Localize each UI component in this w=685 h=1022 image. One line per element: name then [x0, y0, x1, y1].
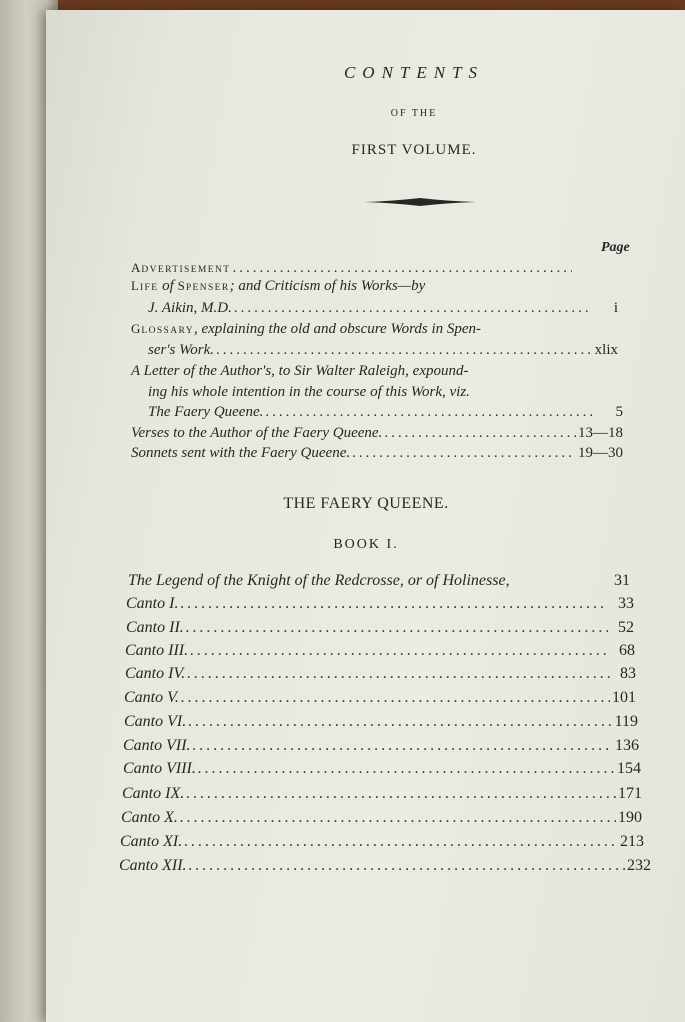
- leader-dots: [190, 642, 609, 660]
- page-column-label: Page: [601, 240, 630, 255]
- toc-entry-glossary-line1: GLOSSARY, explaining the old and obscure Words in Spen-: [131, 321, 482, 337]
- toc-entry-verses: Verses to the Author of the Faery Queene. ..... 13—18: [131, 425, 623, 442]
- page-title: CONTENTS: [343, 63, 485, 82]
- page-number: 19—30: [578, 445, 623, 461]
- page-number: xlix: [594, 342, 618, 358]
- leader-dots: [232, 260, 572, 277]
- subtitle-small: OF THE: [390, 108, 438, 119]
- toc-entry-canto: Canto III. ..... 68: [125, 642, 635, 660]
- toc-entry-canto: Canto VI. ..... 119: [124, 713, 638, 731]
- toc-entry-life-line2: J. Aikin, M.D. ..... i: [148, 300, 618, 317]
- leader-dots: [184, 833, 618, 851]
- leader-dots: [234, 300, 592, 317]
- leader-dots: [384, 425, 576, 442]
- leader-dots: [188, 713, 612, 731]
- toc-entry-canto: Canto XI. ..... 213: [120, 833, 644, 851]
- page-number: 13—18: [578, 425, 623, 441]
- leader-dots: [198, 760, 615, 778]
- toc-entry-canto: Canto II. ..... 52: [126, 619, 634, 637]
- toc-entry-canto: Canto IV. ..... 83: [125, 665, 636, 683]
- page-number: 33: [618, 595, 634, 612]
- leader-dots: [181, 689, 610, 707]
- leader-dots: [180, 809, 616, 827]
- page-number: 5: [615, 404, 623, 420]
- page-number: 119: [614, 713, 638, 730]
- book-heading: BOOK I.: [333, 537, 399, 552]
- toc-entry-life-line1: LIFE of SPENSER; and Criticism of his Works—by: [131, 278, 426, 294]
- toc-entry-sonnets: Sonnets sent with the Faery Queene. ..... 19—30: [131, 445, 623, 462]
- toc-entry-canto: Canto VII. ..... 136: [123, 737, 639, 755]
- toc-entry-letter-line3: The Faery Queene. ..... 5: [148, 404, 623, 421]
- page-number: 232: [627, 857, 651, 874]
- page-number: 136: [615, 737, 639, 754]
- toc-entry-canto: Canto VIII. ..... 154: [123, 760, 641, 778]
- toc-entry-advertisement: A DVERTISEMENT .....: [131, 260, 574, 277]
- leader-dots: [193, 737, 613, 755]
- page-number: 213: [620, 833, 644, 850]
- section-heading: THE FAERY QUEENE.: [283, 495, 449, 512]
- page-number: 101: [612, 689, 636, 706]
- page-number: 190: [618, 809, 642, 826]
- page-number: 83: [620, 665, 636, 682]
- toc-entry-canto: Canto I. ..... 33: [126, 595, 634, 613]
- book-page: [46, 10, 685, 1022]
- page-number: 171: [618, 785, 642, 802]
- toc-entry-canto: Canto V. ..... 101: [124, 689, 636, 707]
- leader-dots: [186, 785, 616, 803]
- page-number: 68: [619, 642, 635, 659]
- leader-dots: [189, 857, 625, 875]
- leader-dots: [352, 445, 576, 462]
- volume-subtitle: FIRST VOLUME.: [351, 142, 477, 158]
- ornament-rule: [364, 196, 476, 208]
- page-number: 31: [614, 572, 630, 589]
- toc-entry-legend: The Legend of the Knight of the Redcrosse, or of Holinesse, 31: [128, 572, 630, 589]
- page-number: 52: [618, 619, 634, 636]
- leader-dots: [216, 342, 592, 359]
- toc-entry-letter-line2: ing his whole intention in the course of this Work, viz.: [148, 384, 470, 400]
- toc-entry-letter-line1: A Letter of the Author's, to Sir Walter Raleigh, expound-: [131, 363, 469, 379]
- toc-entry-glossary-line2: ser's Work. ..... xlix: [148, 342, 618, 359]
- page-number: 154: [617, 760, 641, 777]
- leader-dots: [187, 665, 610, 683]
- page-number: i: [613, 300, 618, 316]
- toc-entry-canto: Canto XII. ..... 232: [119, 857, 651, 875]
- leader-dots: [186, 619, 608, 637]
- leader-dots: [265, 404, 597, 421]
- toc-entry-canto: Canto IX. ..... 171: [122, 785, 642, 803]
- toc-entry-canto: Canto X. ..... 190: [121, 809, 642, 827]
- leader-dots: [180, 595, 608, 613]
